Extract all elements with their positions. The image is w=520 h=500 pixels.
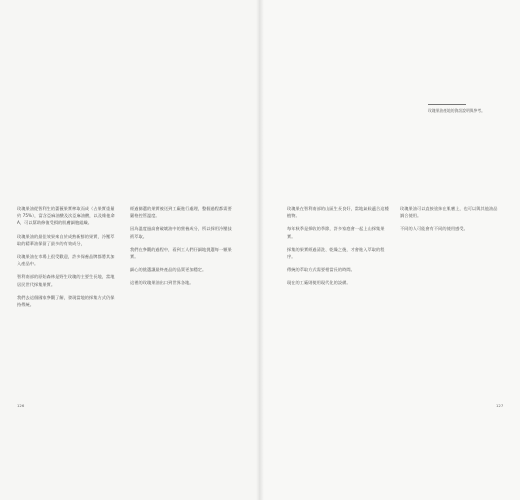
paragraph: 每年秋季是採收的季節，許多家庭會一起上山採集果實。 [287,226,385,239]
paragraph: 傳統的萃取方式需要相當長的時間。 [287,267,355,273]
paragraph: 智利南部的原始森林是野生玫瑰的主要生長地，當地居民世代採集果實。 [17,274,115,287]
paragraph: 我們在參觀的過程中，看到工人們仔細地挑選每一顆果實。 [130,246,232,260]
paragraph: 因為溫度過高會破壞油中的營養成分，所以採用冷壓技術萃取。 [130,226,232,239]
left-page-column-2 [130,205,234,293]
note-rule [428,104,466,105]
left-page-column-1 [17,205,117,314]
right-page-column-2 [400,205,500,239]
paragraph: 玫瑰果油在市場上很受歡迎，許多保養品牌都將其加入產品中。 [17,254,115,267]
paragraph: 細心的挑選讓最終產品的品質更加穩定。 [130,267,207,273]
paragraph: 不同的人可能會有不同的使用感受。 [400,226,468,232]
paragraph: 採集的果實經過清洗、乾燥之後，才會進入萃取的程序。 [287,246,385,260]
margin-note [428,104,494,114]
book-gutter [256,0,264,500]
paragraph: 玫瑰果在智利南部的山區生長良好，當地氣候適合這種植物。 [287,206,389,219]
paragraph: 現在的工廠則使用現代化的設備。 [287,280,351,286]
paragraph: 玫瑰果油從智利生的薔薇果實榨取而成（占果實重量約 75%），富含亞麻油酸及次亞麻油酸，以及維他命 A，可以幫助修復受損的肌膚細胞組織。 [17,206,115,226]
margin-note-text: 玫瑰果油產地的資訊說明與參考。 [428,107,485,113]
paragraph: 這裡的玫瑰果油出口到世界各地。 [130,280,194,286]
right-page-column-1 [287,205,391,293]
left-page-number: 126 [17,403,25,408]
right-page-number: 127 [496,403,504,408]
paragraph: 經過篩選的果實被送到工廠進行處理，整個過程都需要嚴格控管溫度。 [130,206,232,219]
paragraph: 玫瑰果油可以直接塗抹在肌膚上，也可以與其他油品調合使用。 [400,206,498,219]
paragraph: 我們去這個國家參觀了解，發現當地的採集方式仍保持傳統。 [17,294,115,308]
paragraph: 玫瑰果油的最佳效果來自於成熟新鮮的果實，冷壓萃取的精華油保留了最多的有效成分， [17,233,115,246]
